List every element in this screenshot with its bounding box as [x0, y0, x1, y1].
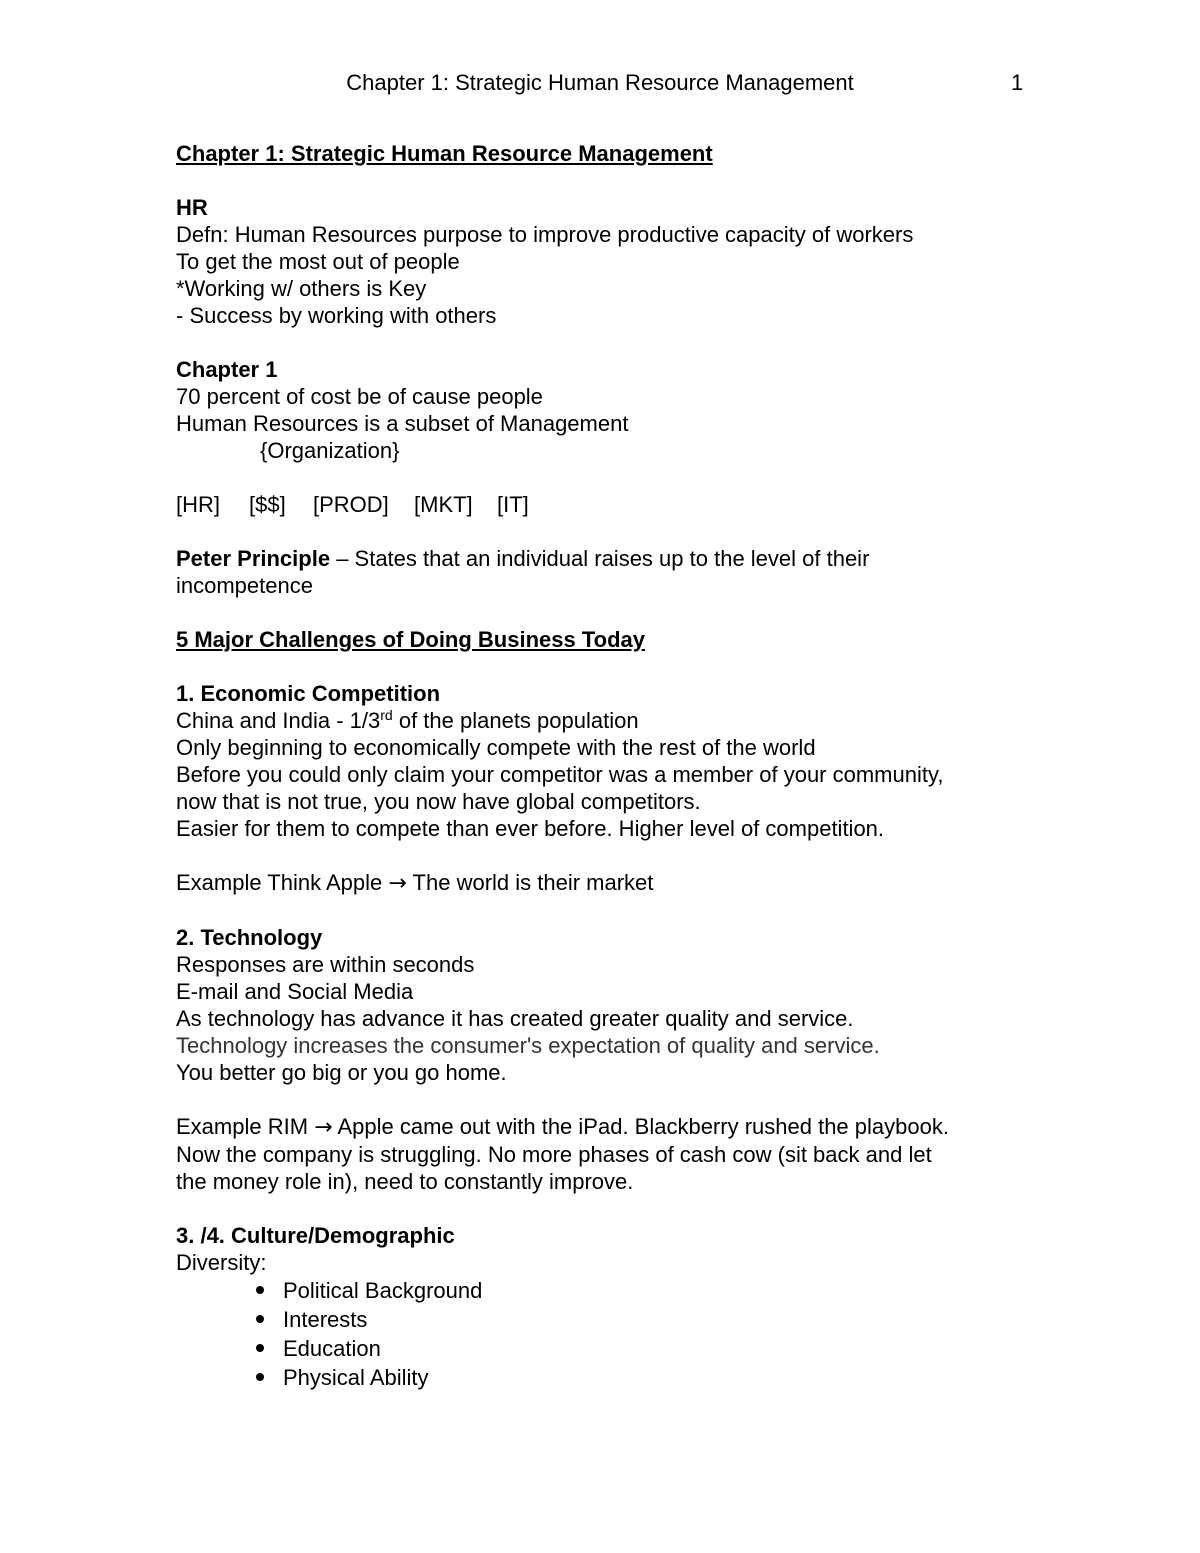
list-item-label: Physical Ability — [283, 1365, 429, 1390]
economic-line: now that is not true, you now have global competitors. — [176, 789, 701, 814]
example-text: Apple came out with the iPad. Blackberry rushed the playbook. — [332, 1114, 949, 1139]
economic-example — [176, 869, 1076, 897]
hr-line: - Success by working with others — [176, 303, 497, 328]
chapter1-section — [176, 356, 1076, 518]
bullet-icon — [256, 1373, 264, 1381]
chapter1-line: 70 percent of cost be of cause people — [176, 384, 543, 409]
hr-line: To get the most out of people — [176, 249, 460, 274]
economic-line-text: China and India - 1/3 — [176, 708, 381, 733]
spacer — [176, 464, 1076, 491]
spacer — [176, 842, 1076, 869]
spacer — [176, 599, 1076, 626]
list-item — [176, 1334, 1076, 1363]
technology-example-line: the money role in), need to constantly improve. — [176, 1169, 634, 1194]
economic-line: Before you could only claim your competitor was a member of your community, — [176, 762, 944, 787]
page-number: 1 — [1011, 70, 1024, 95]
document-body — [176, 140, 1076, 1392]
technology-line: E-mail and Social Media — [176, 979, 414, 1004]
document-title: Chapter 1: Strategic Human Resource Management — [176, 141, 713, 166]
spacer — [176, 329, 1076, 356]
peter-principle-definition: – States that an individual raises up to the level of their — [330, 546, 870, 571]
department-list — [176, 491, 1076, 518]
list-item-label: Political Background — [283, 1278, 483, 1303]
list-item — [176, 1363, 1076, 1392]
spacer — [176, 518, 1076, 545]
economic-line: Only beginning to economically compete with the rest of the world — [176, 735, 816, 760]
technology-heading: 2. Technology — [176, 925, 323, 950]
department-finance: [$$] — [249, 492, 286, 517]
bullet-icon — [256, 1344, 264, 1352]
technology-line: You better go big or you go home. — [176, 1060, 507, 1085]
page-header — [0, 70, 1200, 100]
list-item-label: Interests — [283, 1307, 368, 1332]
spacer — [176, 167, 1076, 194]
bullet-icon — [256, 1286, 264, 1294]
peter-principle-term: Peter Principle — [176, 546, 331, 571]
department-it: [IT] — [497, 492, 529, 517]
department-production: [PROD] — [313, 492, 389, 517]
technology-section — [176, 924, 1076, 1195]
spacer — [176, 653, 1076, 680]
example-text: Example Think Apple — [176, 870, 389, 895]
hr-section — [176, 194, 1076, 329]
diversity-list — [176, 1276, 1076, 1392]
technology-line: Technology increases the consumer's expectation of quality and service. — [176, 1033, 880, 1058]
economic-line — [176, 707, 1076, 734]
example-text: Example RIM — [176, 1114, 315, 1139]
department-hr: [HR] — [176, 492, 220, 517]
list-item — [176, 1276, 1076, 1305]
technology-example-line: Now the company is struggling. No more phases of cash cow (sit back and let — [176, 1142, 932, 1167]
chapter1-heading: Chapter 1 — [176, 357, 278, 382]
peter-principle-line — [176, 545, 1076, 572]
organization-label: {Organization} — [260, 438, 400, 463]
right-arrow-icon: → — [314, 1115, 333, 1140]
culture-heading: 3. /4. Culture/Demographic — [176, 1223, 455, 1248]
example-text: The world is their market — [406, 870, 654, 895]
challenges-heading: 5 Major Challenges of Doing Business Today — [176, 627, 646, 652]
culture-section — [176, 1222, 1076, 1392]
spacer — [176, 1086, 1076, 1113]
running-header-title: Chapter 1: Strategic Human Resource Management — [346, 70, 854, 95]
ordinal-suffix: rd — [380, 707, 393, 723]
culture-intro: Diversity: — [176, 1250, 267, 1275]
chapter1-line: Human Resources is a subset of Management — [176, 411, 629, 436]
hr-definition: Defn: Human Resources purpose to improve productive capacity of workers — [176, 222, 914, 247]
technology-line: As technology has advance it has created greater quality and service. — [176, 1006, 854, 1031]
economic-heading: 1. Economic Competition — [176, 681, 441, 706]
peter-principle-continuation: incompetence — [176, 573, 313, 598]
spacer — [176, 1195, 1076, 1222]
spacer — [176, 897, 1076, 924]
department-marketing: [MKT] — [414, 492, 473, 517]
right-arrow-icon: → — [388, 871, 407, 896]
technology-example — [176, 1113, 1076, 1141]
hr-line: *Working w/ others is Key — [176, 276, 427, 301]
list-item-label: Education — [283, 1336, 381, 1361]
economic-line: Easier for them to compete than ever before. Higher level of competition. — [176, 816, 885, 841]
list-item — [176, 1305, 1076, 1334]
technology-line: Responses are within seconds — [176, 952, 475, 977]
peter-principle — [176, 545, 1076, 599]
hr-heading: HR — [176, 195, 208, 220]
bullet-icon — [256, 1315, 264, 1323]
economic-line-text: of the planets population — [392, 708, 639, 733]
economic-section — [176, 680, 1076, 897]
